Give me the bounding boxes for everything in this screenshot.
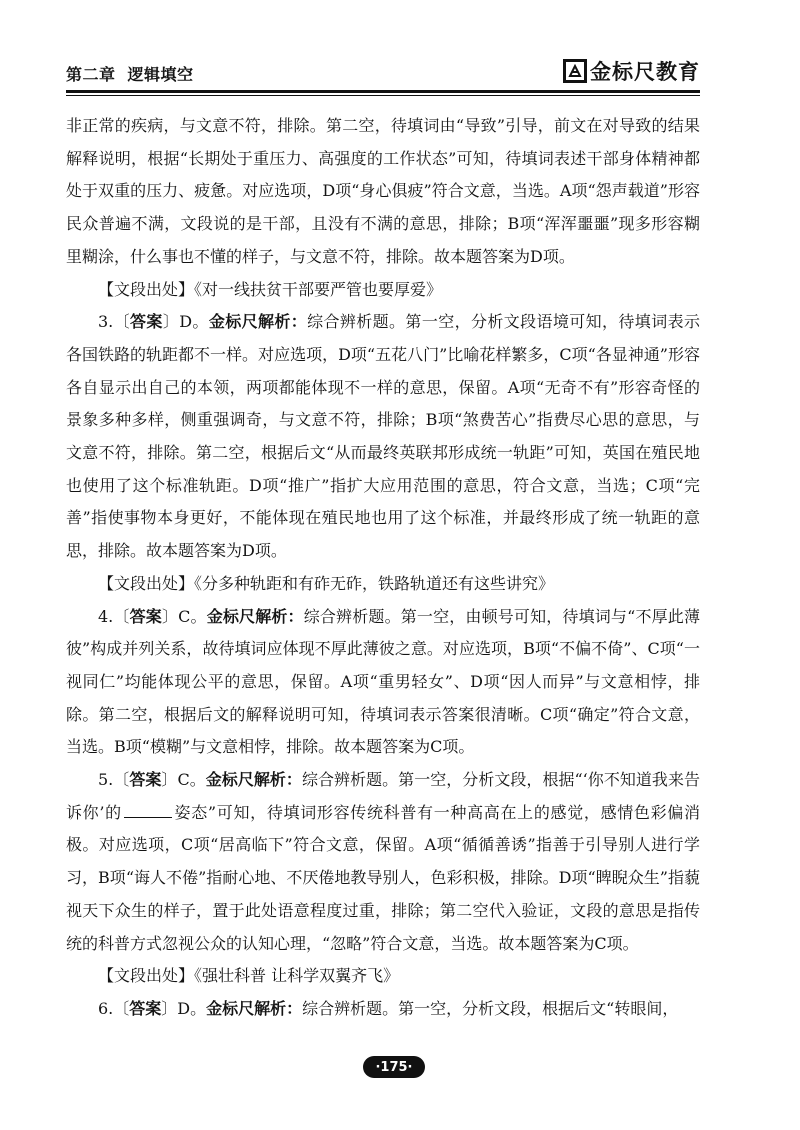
source-label: 【文段出处】 bbox=[98, 279, 195, 299]
source-title: 《强壮科普 让科学双翼齐飞》 bbox=[194, 966, 400, 986]
blank-underline bbox=[124, 803, 172, 818]
chapter-number: 第二章 bbox=[66, 65, 116, 84]
analysis-text-before-blank: 综合辨析题。第一空，分析文段，根据“‘你不知道我来告诉你’的 bbox=[66, 770, 700, 822]
brand-name: 金标尺教育 bbox=[590, 60, 700, 84]
source-citation bbox=[66, 568, 700, 601]
paragraph-continuation: 非正常的疾病，与文意不符，排除。第二空，待填词由“导致”引导，前文在对导致的结果解释说明，根据“长期处于重压力、高强度的工作状态”可知，待填词表述干部身体精神都处于双重的压力、疲惫。对应选项，D项“身心俱疲”符合文意，当选。A项“怨声载道”形容民众普遍不满，文段说的是干部，且没有不满的意思，排除；B项“浑浑噩噩”现多形容糊里糊涂，什么事也不懂的样子，与文意不符，排除。故本题答案为D项。 bbox=[66, 116, 700, 266]
source-label: 【文段出处】 bbox=[98, 966, 195, 986]
answer-item-3 bbox=[66, 306, 700, 568]
analysis-label: 金标尺解析： bbox=[208, 312, 308, 332]
analysis-text-after-blank: 姿态”可知，待填词形容传统科普有一种高高在上的感觉，感情色彩偏消极。对应选项，C项“居高临下”符合文意，保留。A项“循循善诱”指善于引导别人进行学习，B项“诲人不倦”指耐心地、不厌倦地教导别人，色彩积极，排除。D项“睥睨众生”指藐视天下众生的样子，置于此处语意程度过重，排除；第二空代入验证，文段的意思是指传统的科普方式忽视公众的认知心理，“忽略”符合文意，当选。故本题答案为C项。 bbox=[66, 802, 700, 953]
analysis-text: 综合辨析题。第一空，分析文段语境可知，待填词表示各国铁路的轨距都不一样。对应选项，D项“五花八门”比喻花样繁多，C项“各显神通”形容各自显示出自己的本领，两项都能体现不一样的意思，保留。A项“无奇不有”形容奇怪的景象多种多样，侧重强调奇，与文意不符，排除；B项“煞费苦心”指费尽心思的意思，与文意不符，排除。第二空，根据后文“从而最终英联邦形成统一轨距”可知，英国在殖民地也使用了这个标准轨距。D项“推广”指扩大应用范围的意思，符合文意，当选；C项“完善”指使事物本身更好，不能体现在殖民地也用了这个标准，并最终形成了统一轨距的意思，排除。故本题答案为D项。 bbox=[66, 312, 700, 561]
item-number: 3.〔 bbox=[98, 312, 131, 332]
analysis-text: 综合辨析题。第一空，由顿号可知，待填词与“不厚此薄彼”构成并列关系，故待填词应体现不厚此薄彼之意。对应选项，B项“不偏不倚”、C项“一视同仁”均能体现公平的意思，保留。A项“重男轻女”、D项“因人而异”与文意相悖，排除。第二空，根据后文的解释说明可知，待填词表示答案很清晰。C项“确定”符合文意，当选。B项“模糊”与文意相悖，排除。故本题答案为C项。 bbox=[66, 606, 700, 757]
header-rule bbox=[66, 90, 700, 93]
analysis-label: 金标尺解析： bbox=[205, 770, 302, 790]
answer-label: 答案 bbox=[129, 998, 162, 1018]
ruler-logo-icon bbox=[563, 59, 587, 83]
answer-value: 〕C。 bbox=[161, 770, 206, 790]
chapter-title: 逻辑填空 bbox=[127, 65, 194, 84]
answer-label: 答案 bbox=[129, 606, 162, 626]
page-number: ·175· bbox=[363, 1056, 425, 1078]
header-rule-thin bbox=[66, 95, 700, 96]
answer-value: 〕C。 bbox=[161, 606, 207, 626]
answer-item-4 bbox=[66, 601, 700, 765]
item-number: 4.〔 bbox=[98, 606, 130, 626]
source-label: 【文段出处】 bbox=[98, 573, 195, 593]
answer-value: 〕D。 bbox=[162, 312, 209, 332]
analysis-label: 金标尺解析： bbox=[206, 998, 303, 1018]
answer-item-6 bbox=[66, 993, 700, 1026]
page-content bbox=[66, 110, 700, 1026]
answer-item-5 bbox=[66, 764, 700, 960]
source-citation bbox=[66, 960, 700, 993]
analysis-label: 金标尺解析： bbox=[206, 606, 304, 626]
chapter-heading bbox=[66, 62, 194, 85]
answer-label: 答案 bbox=[129, 770, 162, 790]
item-number: 5.〔 bbox=[98, 770, 130, 790]
item-number: 6.〔 bbox=[98, 998, 130, 1018]
answer-value: 〕D。 bbox=[161, 998, 207, 1018]
source-title: 《对一线扶贫干部要严管也要厚爱》 bbox=[194, 279, 443, 299]
source-citation bbox=[66, 274, 700, 307]
analysis-text: 综合辨析题。第一空，分析文段，根据后文“转眼间， bbox=[302, 998, 679, 1018]
brand bbox=[563, 56, 700, 86]
answer-label: 答案 bbox=[130, 312, 163, 332]
page-header bbox=[66, 56, 700, 90]
source-title: 《分多种轨距和有砟无砟，铁路轨道还有这些讲究》 bbox=[194, 573, 555, 593]
